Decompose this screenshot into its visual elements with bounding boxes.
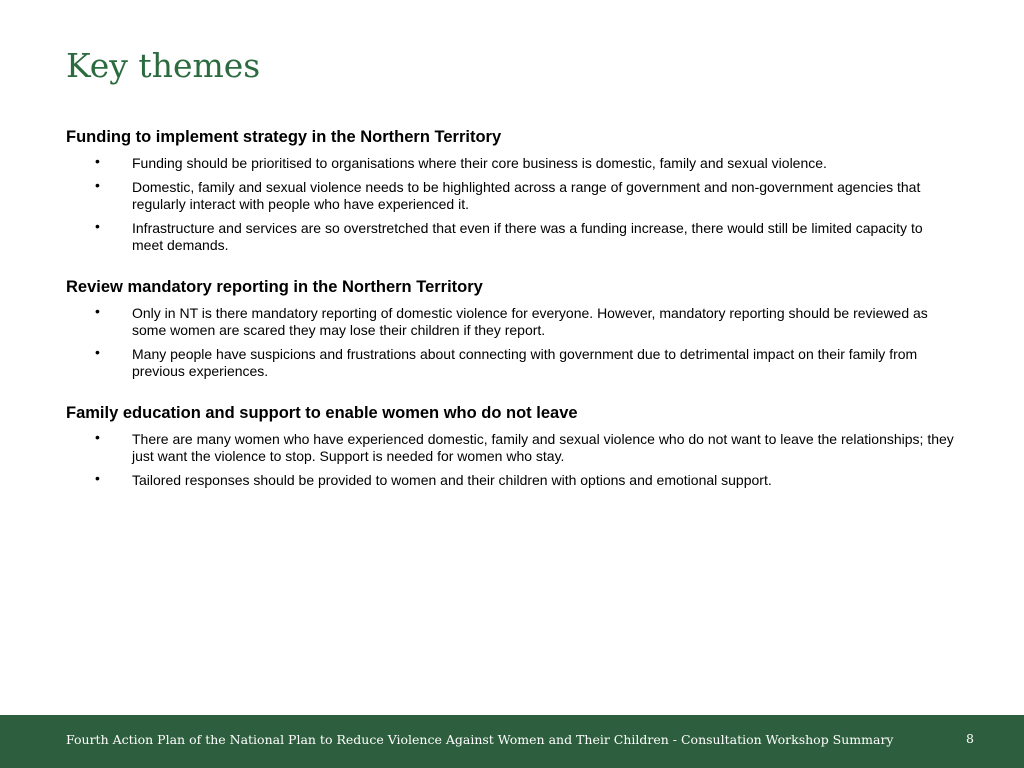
section-heading: Family education and support to enable women who do not leave bbox=[66, 404, 578, 422]
bullet-list bbox=[66, 155, 956, 254]
bullet-icon: • bbox=[95, 218, 100, 234]
footer-bar bbox=[0, 715, 1024, 768]
section-heading: Funding to implement strategy in the Northern Territory bbox=[66, 128, 502, 146]
bullet-text: Infrastructure and services are so overstretched that even if there was a funding increase, there would still be limited capacity to meet demands. bbox=[132, 220, 923, 253]
bullet-item bbox=[66, 220, 956, 254]
bullet-list bbox=[66, 305, 956, 380]
bullet-item bbox=[66, 155, 956, 172]
section-heading: Review mandatory reporting in the Northern Territory bbox=[66, 278, 483, 296]
bullet-text: Domestic, family and sexual violence needs to be highlighted across a range of government and non-government agencies that regularly interact with people who have experienced it. bbox=[132, 179, 921, 212]
bullet-icon: • bbox=[95, 303, 100, 319]
page-number: 8 bbox=[966, 731, 974, 746]
bullet-icon: • bbox=[95, 470, 100, 486]
bullet-list bbox=[66, 431, 956, 489]
bullet-text: Only in NT is there mandatory reporting of domestic violence for everyone. However, mandatory reporting should be reviewed as some women are scared they may lose their children if they report. bbox=[132, 305, 928, 338]
bullet-item bbox=[66, 179, 956, 213]
bullet-text: Tailored responses should be provided to women and their children with options and emotional support. bbox=[132, 472, 772, 488]
bullet-icon: • bbox=[95, 429, 100, 445]
section-mandatory-reporting bbox=[66, 276, 956, 380]
bullet-item bbox=[66, 472, 956, 489]
bullet-item bbox=[66, 346, 956, 380]
content-area bbox=[66, 126, 956, 511]
footer-title: Fourth Action Plan of the National Plan to Reduce Violence Against Women and Their Children - Consultation Workshop Summary bbox=[66, 732, 894, 747]
bullet-item bbox=[66, 431, 956, 465]
bullet-icon: • bbox=[95, 153, 100, 169]
bullet-item bbox=[66, 305, 956, 339]
section-family-education bbox=[66, 402, 956, 489]
bullet-icon: • bbox=[95, 344, 100, 360]
section-funding bbox=[66, 126, 956, 254]
page-title: Key themes bbox=[66, 46, 261, 85]
bullet-text: There are many women who have experienced domestic, family and sexual violence who do not want to leave the relationships; they just want the violence to stop. Support is needed for women who stay. bbox=[132, 431, 954, 464]
bullet-text: Funding should be prioritised to organisations where their core business is domestic, family and sexual violence. bbox=[132, 155, 827, 171]
bullet-text: Many people have suspicions and frustrations about connecting with government due to detrimental impact on their family from previous experiences. bbox=[132, 346, 918, 379]
bullet-icon: • bbox=[95, 177, 100, 193]
